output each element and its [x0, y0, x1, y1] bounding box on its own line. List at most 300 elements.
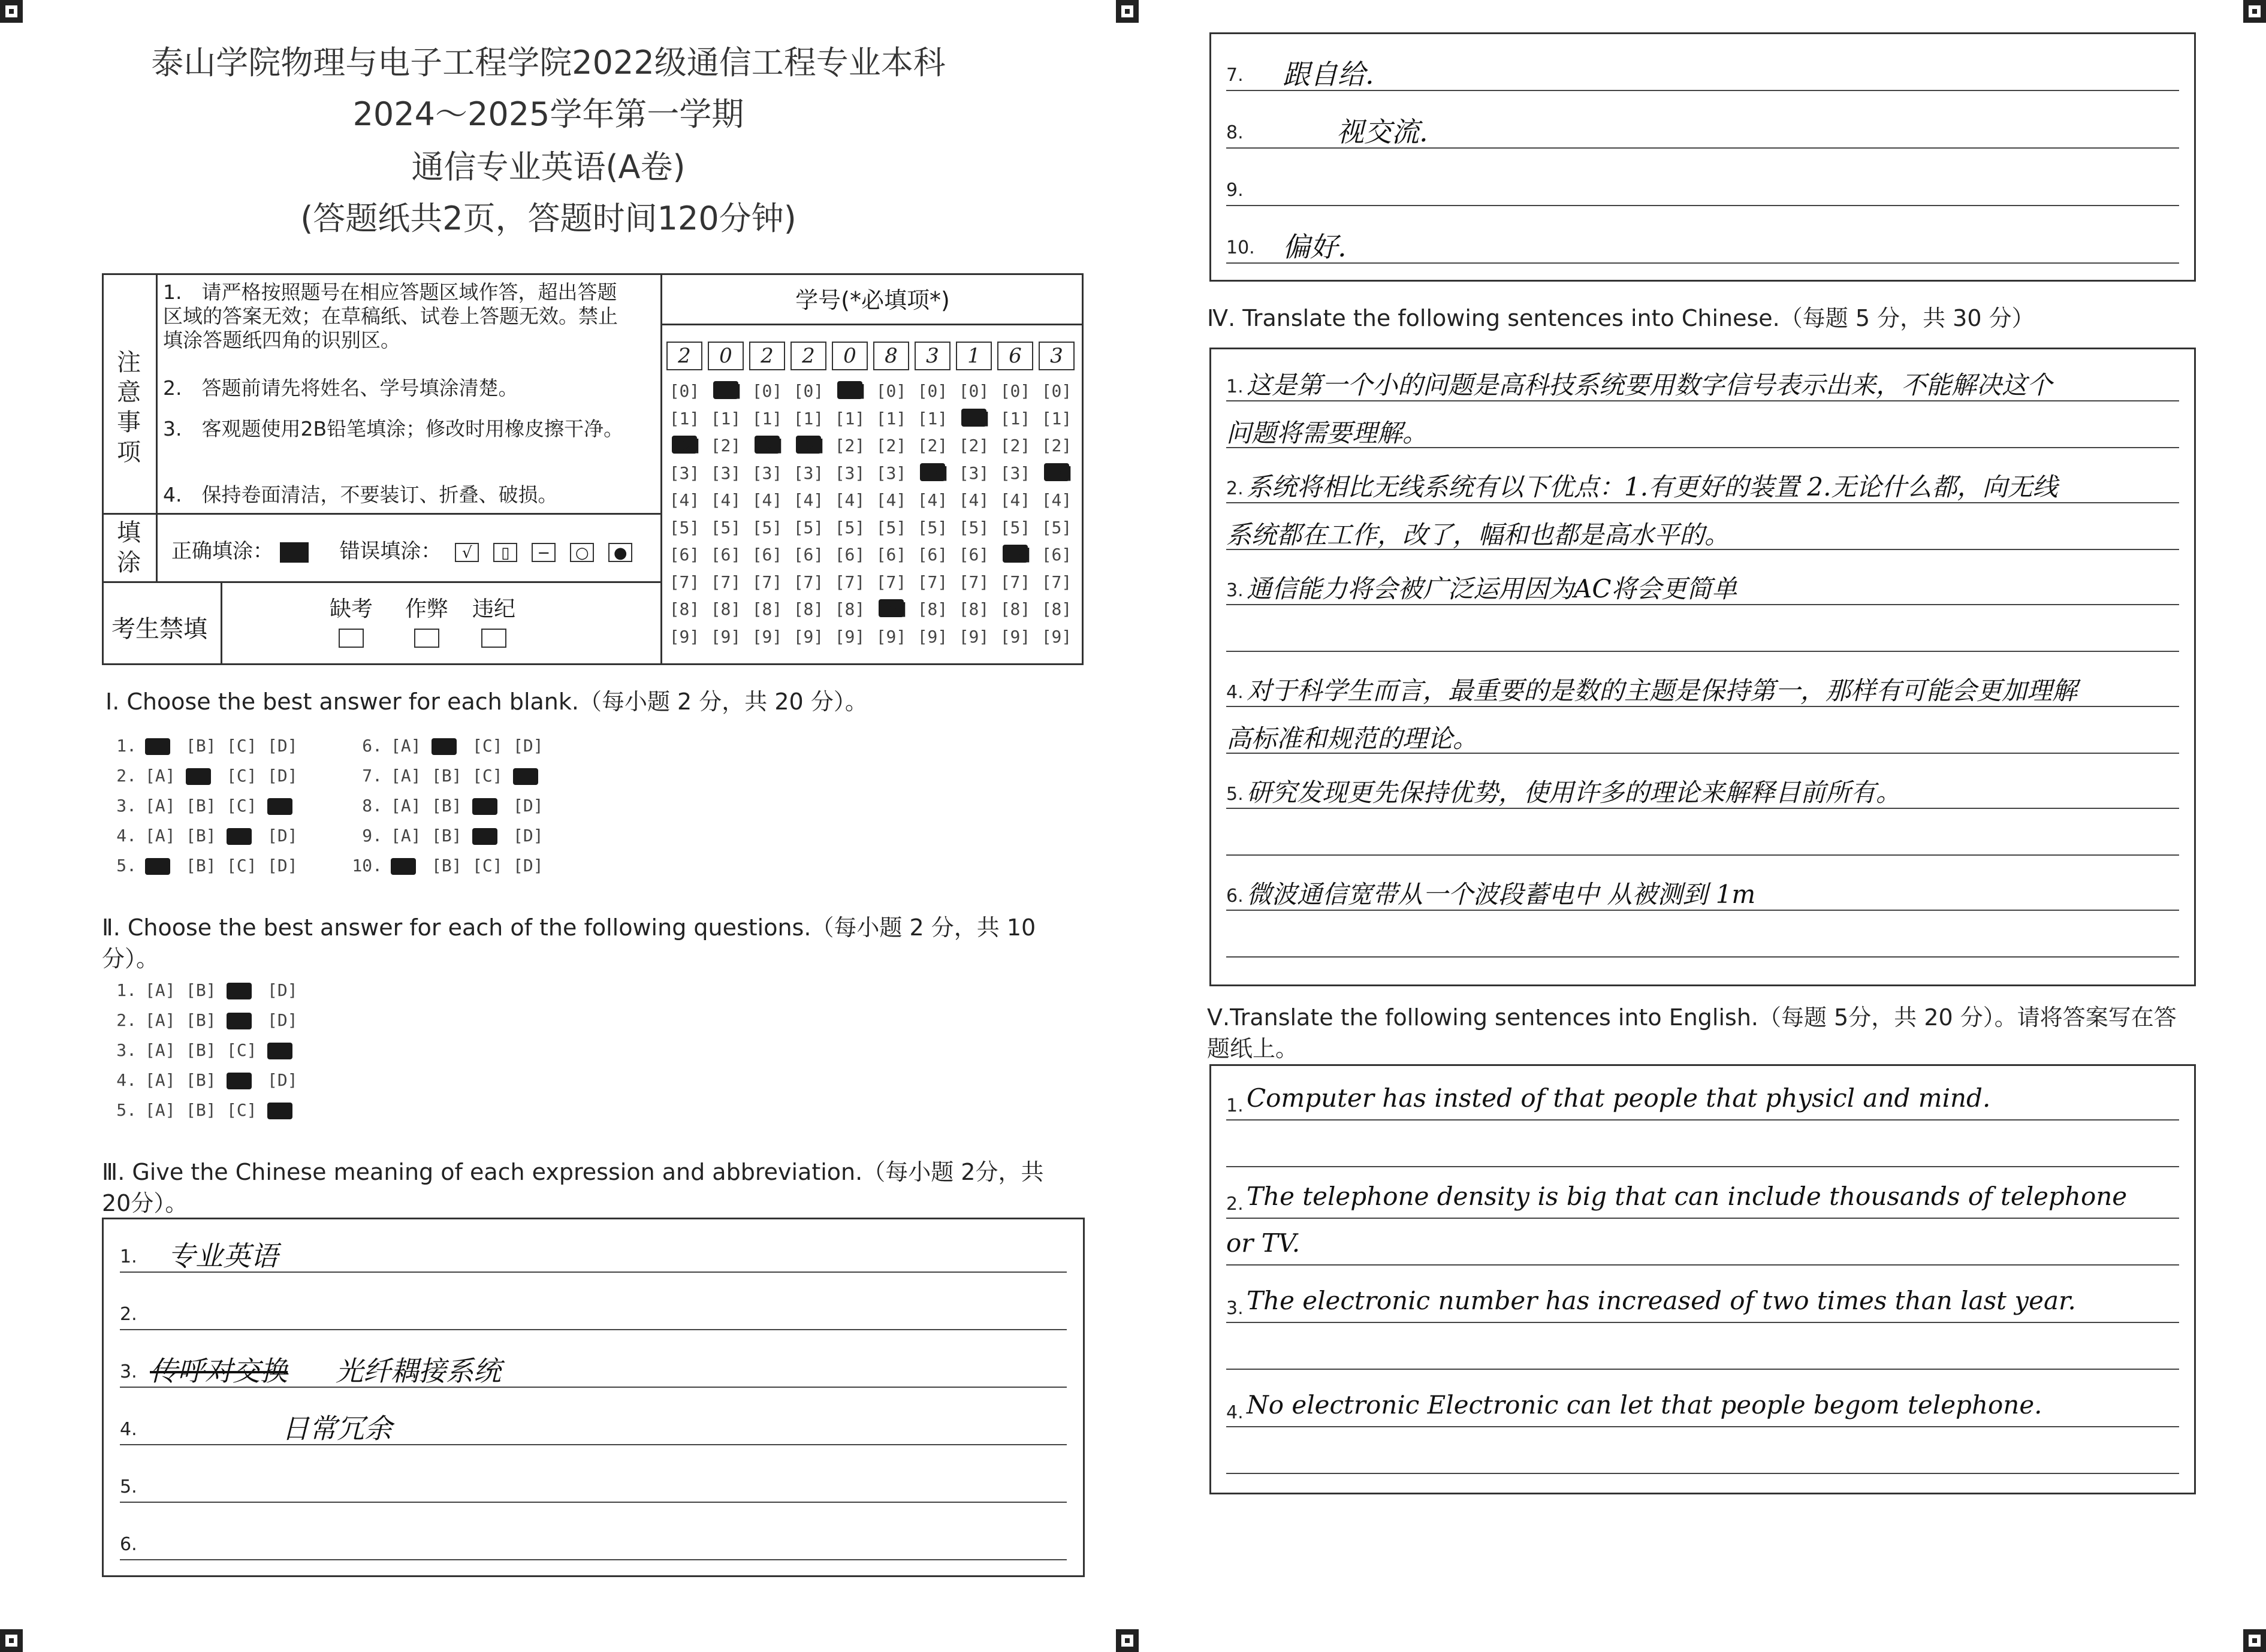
- student-id-bubble[interactable]: [7]: [958, 572, 989, 592]
- student-id-bubble[interactable]: [7]: [917, 572, 948, 592]
- student-id-bubble[interactable]: [5]: [876, 517, 907, 537]
- notice-item-3: 3. 客观题使用2B铅笔填涂；修改时用橡皮擦干净。: [163, 417, 624, 440]
- student-id-bubble[interactable]: [2]: [1041, 436, 1072, 455]
- notice-item-2: 2. 答题前请先将姓名、学号填涂清楚。: [163, 376, 518, 400]
- handwritten-answer-line1: 系统将相比无线系统有以下优点：1.有更好的装置 2.无论什么都，向无线: [1247, 472, 2058, 502]
- line-number: 1.: [1226, 1095, 1244, 1116]
- option-c[interactable]: [C]: [472, 766, 503, 786]
- option-a[interactable]: [A]: [391, 736, 421, 756]
- wrong-sample-bar: ▯: [493, 543, 517, 562]
- student-id-bubble[interactable]: [4]: [834, 490, 865, 510]
- option-d[interactable]: [D]: [267, 736, 298, 756]
- student-id-bubble[interactable]: [5]: [793, 517, 824, 537]
- student-id-digit: 2: [790, 342, 826, 370]
- question-number: 10.: [352, 856, 382, 875]
- student-id-bubble[interactable]: [7]: [752, 572, 783, 592]
- student-id-bubble[interactable]: [0]: [917, 381, 948, 401]
- student-id-bubble[interactable]: [5]: [958, 517, 989, 537]
- student-id-bubble[interactable]: [6]: [793, 545, 824, 564]
- student-id-bubble[interactable]: [0]: [1000, 381, 1031, 401]
- question-number: 2.: [116, 1010, 137, 1030]
- option-b[interactable]: [B]: [186, 856, 216, 875]
- answer-line: [120, 1329, 1067, 1330]
- filled-bubble[interactable]: [432, 738, 457, 755]
- line-number: 3.: [1226, 1298, 1244, 1319]
- student-id-bubble[interactable]: [1]: [876, 408, 907, 428]
- answer-line: [120, 1444, 1067, 1445]
- question-number: 3.: [116, 1040, 137, 1060]
- answer-row: [351, 766, 554, 786]
- handwritten-answer-line1: The telephone density is big that can include thousands of telephone: [1247, 1182, 2128, 1211]
- option-a[interactable]: [A]: [145, 1040, 176, 1060]
- answer-row: [105, 856, 308, 875]
- answer-line: [1226, 1473, 2179, 1474]
- option-d[interactable]: [D]: [267, 1070, 298, 1090]
- answer-row: [351, 736, 554, 756]
- student-id-bubble[interactable]: [5]: [752, 517, 783, 537]
- student-id-bubble[interactable]: [8]: [917, 599, 948, 619]
- student-id-bubble[interactable]: [8]: [752, 599, 783, 619]
- student-id-bubble-filled[interactable]: [2]: [796, 436, 826, 455]
- line-number: 8.: [1226, 122, 1244, 143]
- student-id-title: 学号(*必填项*): [795, 287, 950, 313]
- student-id-bubble[interactable]: [6]: [876, 545, 907, 564]
- notice-divider-h2: [102, 581, 662, 583]
- student-id-bubble[interactable]: [3]: [1000, 463, 1031, 483]
- option-d[interactable]: [D]: [267, 826, 298, 845]
- question-number: 3.: [116, 796, 137, 816]
- student-id-bubble[interactable]: [1]: [669, 408, 700, 428]
- struck-text: 传呼对交换: [150, 1355, 288, 1387]
- student-id-digit: 8: [873, 342, 909, 370]
- line-number: 2.: [120, 1304, 137, 1325]
- student-id-bubble[interactable]: [6]: [917, 545, 948, 564]
- student-id-bubble-filled[interactable]: [8]: [879, 599, 909, 619]
- line-number: 4.: [1226, 682, 1244, 703]
- option-b[interactable]: [B]: [186, 826, 216, 845]
- line-number: 2.: [1226, 1194, 1244, 1215]
- filled-bubble[interactable]: [391, 858, 416, 875]
- forbid-violation-label: 违纪: [472, 597, 515, 621]
- student-id-digit: 1: [956, 342, 992, 370]
- student-id-bubble[interactable]: [5]: [1000, 517, 1031, 537]
- option-c[interactable]: [C]: [227, 736, 257, 756]
- handwritten-answer-line2: 高标准和规范的理论。: [1226, 724, 1479, 753]
- student-id-digit: 6: [997, 342, 1033, 370]
- notice-item-4: 4. 保持卷面清洁，不要装订、折叠、破损。: [163, 483, 558, 506]
- handwritten-answer-line2: 问题将需要理解。: [1226, 418, 1428, 448]
- option-b[interactable]: [B]: [186, 980, 216, 1000]
- student-id-bubble-filled[interactable]: [6]: [1003, 545, 1033, 564]
- student-id-bubble[interactable]: [6]: [958, 545, 989, 564]
- option-b[interactable]: [B]: [432, 796, 462, 816]
- notice-label-divider: [156, 273, 158, 513]
- option-c[interactable]: [227, 1010, 267, 1030]
- student-id-bubble[interactable]: [5]: [1041, 517, 1072, 537]
- wrong-sample-check: √: [455, 543, 479, 562]
- option-d[interactable]: [267, 1040, 308, 1060]
- wrong-sample-dash: −: [532, 543, 556, 562]
- answer-row: [105, 1070, 308, 1090]
- corner-marker-bottom-right: [2243, 1629, 2266, 1652]
- student-id-title-divider: [662, 324, 1084, 325]
- student-id-bubble[interactable]: [6]: [669, 545, 700, 564]
- filled-bubble[interactable]: [227, 828, 252, 845]
- option-b[interactable]: [B]: [186, 796, 216, 816]
- answer-line: [1226, 1426, 2179, 1427]
- option-d[interactable]: [D]: [513, 736, 544, 756]
- forbid-violation: [470, 592, 518, 653]
- student-id-bubble[interactable]: [0]: [669, 381, 700, 401]
- student-id-bubble[interactable]: [7]: [834, 572, 865, 592]
- student-id-bubble-filled[interactable]: [1]: [961, 408, 992, 428]
- student-id-bubble[interactable]: [0]: [752, 381, 783, 401]
- student-id-bubble-filled[interactable]: [2]: [755, 436, 785, 455]
- fill-guide: [171, 534, 639, 564]
- handwritten-answer-line1: Computer has insted of that people that physicl and mind.: [1247, 1083, 1991, 1113]
- student-id-bubble[interactable]: [9]: [834, 626, 865, 647]
- option-b[interactable]: [B]: [186, 1100, 216, 1120]
- option-b[interactable]: [B]: [186, 736, 216, 756]
- student-id-bubble[interactable]: [4]: [669, 490, 700, 510]
- section3-heading: Ⅲ. Give the Chinese meaning of each expression and abbreviation.（每小题 2分，共 20分）。: [102, 1159, 1044, 1216]
- forbid-absent-label: 缺考: [329, 597, 373, 621]
- option-a[interactable]: [A]: [391, 826, 421, 845]
- answer-line: [1226, 956, 2179, 958]
- correct-fill-sample: [280, 542, 309, 563]
- notice-divider-vertical: [660, 273, 662, 665]
- option-d[interactable]: [D]: [267, 1010, 298, 1030]
- student-id-bubble[interactable]: [6]: [710, 545, 741, 564]
- student-id-bubble[interactable]: [9]: [1000, 626, 1031, 647]
- forbid-cheat-box[interactable]: [414, 629, 439, 648]
- option-a[interactable]: [391, 856, 432, 875]
- line-number: 4.: [1226, 1402, 1244, 1423]
- option-a[interactable]: [A]: [145, 826, 176, 845]
- notice-divider-h1: [102, 513, 662, 515]
- option-d[interactable]: [513, 766, 554, 786]
- filled-bubble[interactable]: [145, 738, 170, 755]
- forbid-absent: [327, 592, 375, 653]
- option-d[interactable]: [267, 1100, 308, 1120]
- line-number: 6.: [120, 1534, 137, 1555]
- section5-answer-box: [1209, 1064, 2196, 1494]
- option-c[interactable]: [472, 796, 513, 816]
- corner-marker-top-left: [0, 0, 23, 23]
- student-id-bubble[interactable]: [1]: [793, 408, 824, 428]
- student-id-bubble[interactable]: [3]: [876, 463, 907, 483]
- option-c[interactable]: [227, 1070, 267, 1090]
- student-id-bubble-filled[interactable]: [2]: [672, 436, 702, 455]
- question-number: 5.: [116, 856, 137, 875]
- answer-row: [351, 856, 554, 875]
- option-a[interactable]: [A]: [145, 980, 176, 1000]
- fill-label: 填涂: [117, 519, 141, 576]
- handwritten-answer: 跟自给.: [1283, 58, 1374, 90]
- student-id-bubble[interactable]: [9]: [710, 626, 741, 647]
- filled-bubble[interactable]: [267, 798, 292, 815]
- option-d[interactable]: [D]: [513, 826, 544, 845]
- student-id-bubble[interactable]: [8]: [710, 599, 741, 619]
- handwritten-answer: 日常冗余: [282, 1412, 392, 1445]
- student-id-bubble[interactable]: [4]: [710, 490, 741, 510]
- student-id-bubble[interactable]: [3]: [752, 463, 783, 483]
- option-a[interactable]: [A]: [145, 1100, 176, 1120]
- answer-row: [351, 796, 554, 816]
- student-id-bubble[interactable]: [9]: [1041, 626, 1072, 647]
- student-id-bubble[interactable]: [1]: [710, 408, 741, 428]
- filled-bubble[interactable]: [267, 1103, 292, 1119]
- option-b[interactable]: [186, 766, 227, 786]
- section1-heading: Ⅰ. Choose the best answer for each blank.（每小题 2 分，共 20 分）。: [105, 688, 868, 715]
- fill-label-divider: [156, 513, 158, 582]
- student-id-bubble[interactable]: [3]: [958, 463, 989, 483]
- wrong-fill-label: 错误填涂：: [339, 539, 442, 563]
- option-a[interactable]: [A]: [145, 1010, 176, 1030]
- option-c[interactable]: [C]: [227, 1040, 257, 1060]
- forbid-absent-box[interactable]: [339, 629, 364, 648]
- student-id-digit: 2: [666, 342, 702, 370]
- student-id-bubble[interactable]: [2]: [876, 436, 907, 455]
- filled-bubble[interactable]: [472, 828, 497, 845]
- student-id-bubble[interactable]: [7]: [793, 572, 824, 592]
- option-a[interactable]: [145, 736, 186, 756]
- answer-line: [1226, 1166, 2179, 1167]
- option-c[interactable]: [C]: [227, 796, 257, 816]
- option-a[interactable]: [A]: [391, 766, 421, 786]
- student-id-bubble[interactable]: [2]: [834, 436, 865, 455]
- answer-row: [105, 766, 308, 786]
- forbid-violation-box[interactable]: [481, 629, 506, 648]
- student-id-bubble[interactable]: [4]: [876, 490, 907, 510]
- student-id-bubble[interactable]: [7]: [669, 572, 700, 592]
- line-number: 4.: [120, 1419, 137, 1440]
- student-id-bubble[interactable]: [4]: [793, 490, 824, 510]
- option-b[interactable]: [B]: [432, 826, 462, 845]
- handwritten-answer-line1: The electronic number has increased of two times than last year.: [1247, 1286, 2076, 1315]
- section3-answer-box-right: [1209, 32, 2196, 282]
- option-b[interactable]: [B]: [432, 766, 462, 786]
- answer-line: [1226, 1322, 2179, 1323]
- student-id-bubble[interactable]: [8]: [793, 599, 824, 619]
- student-id-bubble[interactable]: [4]: [1041, 490, 1072, 510]
- student-id-bubble[interactable]: [9]: [876, 626, 907, 647]
- answer-line: [1226, 854, 2179, 856]
- student-id-bubble[interactable]: [7]: [876, 572, 907, 592]
- student-id-bubble[interactable]: [8]: [834, 599, 865, 619]
- handwritten-answer: 专业英语: [168, 1240, 278, 1272]
- header-line-1: 泰山学院物理与电子工程学院2022级通信工程专业本科: [151, 44, 946, 81]
- handwritten-answer-line1: No electronic Electronic can let that people begom telephone.: [1247, 1390, 2042, 1420]
- student-id-bubble[interactable]: [4]: [752, 490, 783, 510]
- question-number: 6.: [362, 736, 382, 756]
- student-id-bubble[interactable]: [4]: [1000, 490, 1031, 510]
- student-id-bubble[interactable]: [7]: [1000, 572, 1031, 592]
- student-id-bubble-filled[interactable]: [3]: [920, 463, 951, 483]
- option-d[interactable]: [D]: [267, 766, 298, 786]
- section5-heading: Ⅴ.Translate the following sentences into English.（每题 5分，共 20 分）。请将答案写在答题纸上。: [1207, 1004, 2177, 1062]
- forbid-label-divider: [221, 581, 222, 665]
- filled-bubble[interactable]: [227, 1013, 252, 1029]
- student-id-bubble[interactable]: [9]: [958, 626, 989, 647]
- student-id-digit: 2: [749, 342, 785, 370]
- filled-bubble[interactable]: [186, 768, 211, 785]
- answer-line: [1226, 1369, 2179, 1370]
- student-id-bubble[interactable]: [3]: [793, 463, 824, 483]
- question-number: 1.: [116, 736, 137, 756]
- answer-row: [105, 736, 308, 756]
- filled-bubble[interactable]: [472, 798, 497, 815]
- question-number: 4.: [116, 1070, 137, 1090]
- option-c[interactable]: [227, 980, 267, 1000]
- header-line-2: 2024～2025学年第一学期: [352, 95, 744, 133]
- student-id-digit: 0: [708, 342, 744, 370]
- option-b[interactable]: [B]: [186, 1040, 216, 1060]
- corner-marker-bottom-left: [0, 1629, 23, 1652]
- option-c[interactable]: [C]: [227, 856, 257, 875]
- filled-bubble[interactable]: [227, 983, 252, 999]
- handwritten-answer-line1: 微波通信宽带从一个波段蓄电中 从被测到 1m: [1247, 880, 1756, 909]
- student-id-bubble[interactable]: [1]: [1000, 408, 1031, 428]
- answer-line: [1226, 1264, 2179, 1266]
- line-number: 9.: [1226, 180, 1244, 201]
- option-d[interactable]: [267, 796, 308, 816]
- filled-bubble[interactable]: [513, 768, 538, 785]
- option-a[interactable]: [A]: [145, 796, 176, 816]
- filled-bubble[interactable]: [267, 1043, 292, 1059]
- option-c[interactable]: [472, 826, 513, 845]
- student-id-bubble[interactable]: [6]: [1041, 545, 1072, 564]
- line-number: 5.: [120, 1476, 137, 1497]
- forbid-label: 考生禁填: [111, 615, 207, 643]
- answer-row: [105, 796, 308, 816]
- student-id-bubble[interactable]: [7]: [710, 572, 741, 592]
- correct-fill-label: 正确填涂：: [171, 539, 273, 563]
- option-b[interactable]: [B]: [186, 1010, 216, 1030]
- student-id-digit: 3: [915, 342, 951, 370]
- option-c[interactable]: [C]: [472, 856, 503, 875]
- student-id-bubble[interactable]: [7]: [1041, 572, 1072, 592]
- header-line-3: 通信专业英语(A卷): [411, 148, 686, 186]
- student-id-bubble[interactable]: [5]: [917, 517, 948, 537]
- student-id-bubble[interactable]: [3]: [710, 463, 741, 483]
- student-id-digit: 3: [1039, 342, 1075, 370]
- option-c[interactable]: [C]: [227, 766, 257, 786]
- student-id-bubble[interactable]: [0]: [876, 381, 907, 401]
- student-id-bubble[interactable]: [5]: [834, 517, 865, 537]
- option-b[interactable]: [B]: [186, 1070, 216, 1090]
- section2-heading: Ⅱ. Choose the best answer for each of the following questions.（每小题 2 分，共 10 分）。: [102, 914, 1036, 972]
- student-id-bubble[interactable]: [9]: [917, 626, 948, 647]
- answer-row: [105, 1100, 308, 1120]
- student-id-bubble[interactable]: [6]: [752, 545, 783, 564]
- answer-line: [1226, 1119, 2179, 1121]
- student-id-bubble[interactable]: [3]: [669, 463, 700, 483]
- student-id-bubble[interactable]: [4]: [917, 490, 948, 510]
- student-id-bubble[interactable]: [3]: [834, 463, 865, 483]
- option-a[interactable]: [A]: [145, 766, 176, 786]
- student-id-bubble[interactable]: [8]: [1041, 599, 1072, 619]
- header-line-4: (答题纸共2页，答题时间120分钟): [300, 200, 796, 237]
- notice-item-1: 1. 请严格按照题号在相应答题区域作答，超出答题区域的答案无效；在草稿纸、试卷上答题无效。禁止填涂答题纸四角的识别区。: [163, 280, 618, 352]
- option-c[interactable]: [C]: [472, 736, 503, 756]
- option-c[interactable]: [227, 826, 267, 845]
- student-id-bubble[interactable]: [4]: [958, 490, 989, 510]
- wrong-sample-circle: ○: [570, 543, 594, 562]
- student-id-bubble[interactable]: [1]: [752, 408, 783, 428]
- question-number: 1.: [116, 980, 137, 1000]
- corner-marker-top-right: [2243, 0, 2266, 23]
- option-a[interactable]: [A]: [145, 1070, 176, 1090]
- option-d[interactable]: [D]: [513, 796, 544, 816]
- student-id-bubble[interactable]: [8]: [669, 599, 700, 619]
- student-id-bubble[interactable]: [1]: [1041, 408, 1072, 428]
- option-d[interactable]: [D]: [267, 980, 298, 1000]
- handwritten-answer-line1: 这是第一个小的问题是高科技系统要用数字信号表示出来，不能解决这个: [1247, 370, 2053, 400]
- answer-line: [1226, 651, 2179, 652]
- student-id-bubble[interactable]: [9]: [752, 626, 783, 647]
- handwritten-answer-line2: or TV.: [1226, 1228, 1301, 1258]
- line-number: 7.: [1226, 65, 1244, 86]
- student-id-bubble[interactable]: [8]: [958, 599, 989, 619]
- answer-row: [351, 826, 554, 845]
- student-id-bubble[interactable]: [0]: [958, 381, 989, 401]
- student-id-bubble[interactable]: [0]: [793, 381, 824, 401]
- question-number: 5.: [116, 1100, 137, 1120]
- line-number: 3.: [120, 1361, 137, 1382]
- answer-row: [105, 980, 308, 1000]
- option-b[interactable]: [B]: [432, 856, 462, 875]
- student-id-bubble[interactable]: [1]: [834, 408, 865, 428]
- student-id-bubble[interactable]: [2]: [917, 436, 948, 455]
- line-number: 1.: [120, 1246, 137, 1267]
- filled-bubble[interactable]: [227, 1073, 252, 1089]
- option-c[interactable]: [C]: [227, 1100, 257, 1120]
- handwritten-answer-line1: 对于科学生而言，最重要的是数的主题是保持第一，那样有可能会更加理解: [1247, 676, 2078, 705]
- handwritten-answer-line1: 通信能力将会被广泛运用因为AC将会更简单: [1247, 574, 1737, 603]
- student-id-bubble[interactable]: [2]: [710, 436, 741, 455]
- student-id-bubble[interactable]: [9]: [669, 626, 700, 647]
- notice-label: 注意事项: [117, 349, 141, 466]
- line-number: 10.: [1226, 237, 1255, 258]
- section4-heading: Ⅳ. Translate the following sentences into Chinese.（每题 5 分，共 30 分）: [1207, 305, 2035, 331]
- student-id-bubble[interactable]: [0]: [1041, 381, 1072, 401]
- filled-bubble[interactable]: [145, 858, 170, 875]
- student-id-bubble[interactable]: [5]: [669, 517, 700, 537]
- line-number: 3.: [1226, 580, 1244, 601]
- line-number: 2.: [1226, 478, 1244, 499]
- student-id-bubble[interactable]: [1]: [917, 408, 948, 428]
- student-id-bubble[interactable]: [8]: [1000, 599, 1031, 619]
- option-d[interactable]: [D]: [513, 856, 544, 875]
- option-a[interactable]: [145, 856, 186, 875]
- option-b[interactable]: [432, 736, 472, 756]
- student-id-bubble[interactable]: [9]: [793, 626, 824, 647]
- line-number: 6.: [1226, 886, 1244, 907]
- line-number: 1.: [1226, 376, 1244, 397]
- student-id-bubble[interactable]: [2]: [958, 436, 989, 455]
- student-id-bubble-filled[interactable]: [0]: [837, 381, 868, 401]
- answer-line: [1226, 1218, 2179, 1219]
- student-id-bubble-filled[interactable]: [3]: [1044, 463, 1075, 483]
- option-d[interactable]: [D]: [267, 856, 298, 875]
- forbid-cheat: [403, 592, 451, 653]
- student-id-bubble[interactable]: [2]: [1000, 436, 1031, 455]
- option-a[interactable]: [A]: [391, 796, 421, 816]
- student-id-bubble-filled[interactable]: [0]: [713, 381, 744, 401]
- student-id-bubble[interactable]: [6]: [834, 545, 865, 564]
- student-id-bubble[interactable]: [5]: [710, 517, 741, 537]
